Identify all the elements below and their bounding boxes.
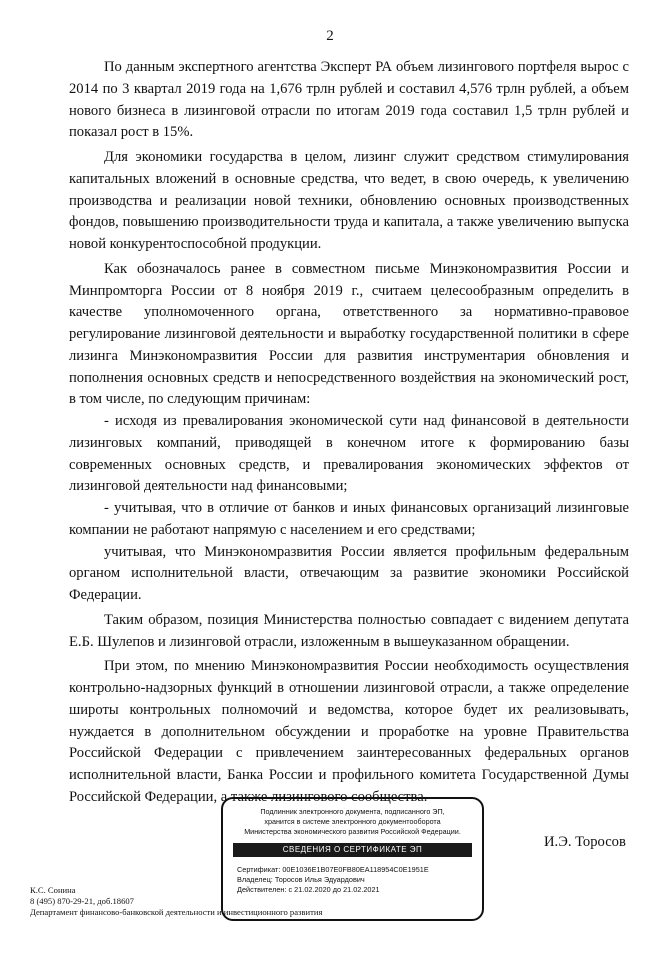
stamp-header	[223, 807, 482, 837]
stamp-owner-label: Владелец:	[237, 875, 273, 884]
stamp-validity-value: с 21.02.2020 до 21.02.2021	[288, 885, 380, 894]
paragraph-reason-3: учитывая, что Минэкономразвития России является профильным федеральным органом исполнительной власти, отвечающим за развитие экономики Российской Федерации.	[69, 543, 629, 603]
stamp-certificate-row	[237, 865, 482, 875]
executor-footer	[30, 885, 322, 918]
stamp-header-line: Министерства экономического развития Российской Федерации.	[244, 827, 461, 836]
letter-body	[69, 57, 629, 809]
stamp-header-line: хранится в системе электронного документооборота	[264, 817, 441, 826]
signer-name: И.Э. Торосов	[544, 834, 626, 850]
paragraph-authority: Как обозначалось ранее в совместном письме Минэкономразвития России и Минпромторга России от 8 ноября 2019 г., считаем целесообразным определить в качестве уполномоченного органа, ответственного за нормативно-правовое регулирование лизинговой деятельности и выработку государственной политики в сфере лизинга Минэкономразвития России для развития инструментария обновления и пополнения основных средств и непосредственного воздействия на экономический рост, в том числе, по следующим причинам:	[69, 260, 629, 408]
stamp-owner-row	[237, 875, 482, 885]
stamp-certificate-label: Сертификат:	[237, 865, 281, 874]
paragraph-position: Таким образом, позиция Министерства полностью совпадает с видением депутата Е.Б. Шулепов и лизинговой отрасли, изложенным в вышеуказанном обращении.	[69, 611, 629, 650]
page-number: 2	[326, 28, 334, 44]
paragraph-portfolio: По данным экспертного агентства Эксперт РА объем лизингового портфеля вырос с 2014 по 3 квартал 2019 года на 1,676 трлн рублей и составил 4,576 трлн рублей, а объем нового бизнеса в лизинговой отрасли по итогам 2019 года составил 1,5 трлн рублей и показал рост в 15%.	[69, 59, 629, 141]
paragraph-reason-1: - исходя из превалирования экономической сути над финансовой в деятельности лизинговых компаний, приводящей в конечном итоге к формированию базы современных основных средств, и превалирования экономических эффектов от лизинговой деятельности над финансовыми;	[69, 413, 629, 495]
executor-phone: 8 (495) 870-29-21, доб.18607	[30, 896, 134, 906]
stamp-header-line: Подлинник электронного документа, подписанного ЭП,	[260, 807, 445, 816]
executor-department: Департамент финансово-банковской деятельности и инвестиционного развития	[30, 907, 323, 917]
stamp-certificate-title: СВЕДЕНИЯ О СЕРТИФИКАТЕ ЭП	[233, 843, 472, 857]
paragraph-reason-2: - учитывая, что в отличие от банков и иных финансовых организаций лизинговые компании не работают напрямую с населением и его средствами;	[69, 500, 629, 538]
stamp-owner-value: Торосов Илья Эдуардович	[274, 875, 365, 884]
stamp-validity-label: Действителен:	[237, 885, 287, 894]
stamp-certificate-value: 00E1036E1B07E0FB80EA118954C0E1951E	[282, 865, 429, 874]
paragraph-economy: Для экономики государства в целом, лизинг служит средством стимулирования капитальных вложений в основные средства, что ведет, в свою очередь, к увеличению производства и реализации новой техники, обновлению основных производственных фондов, повышению производительности труда и капитала, а также увеличению выпуска новой конкурентоспособной продукции.	[69, 149, 629, 252]
executor-name: К.С. Сонина	[30, 885, 76, 895]
paragraph-control: При этом, по мнению Минэкономразвития России необходимость осуществления контрольно-надзорных функций в отношении лизинговой отрасли, а также определение широты контрольных полномочий и ведомства, которое будет их реализовывать, нуждается в дополнительном обсуждении и проработке на уровне Правительства Российской Федерации с привлечением заинтересованных федеральных органов исполнительной власти, Банка России и профильного комитета Государственной Думы Российской Федерации, а также лизингового сообщества.	[69, 658, 629, 805]
